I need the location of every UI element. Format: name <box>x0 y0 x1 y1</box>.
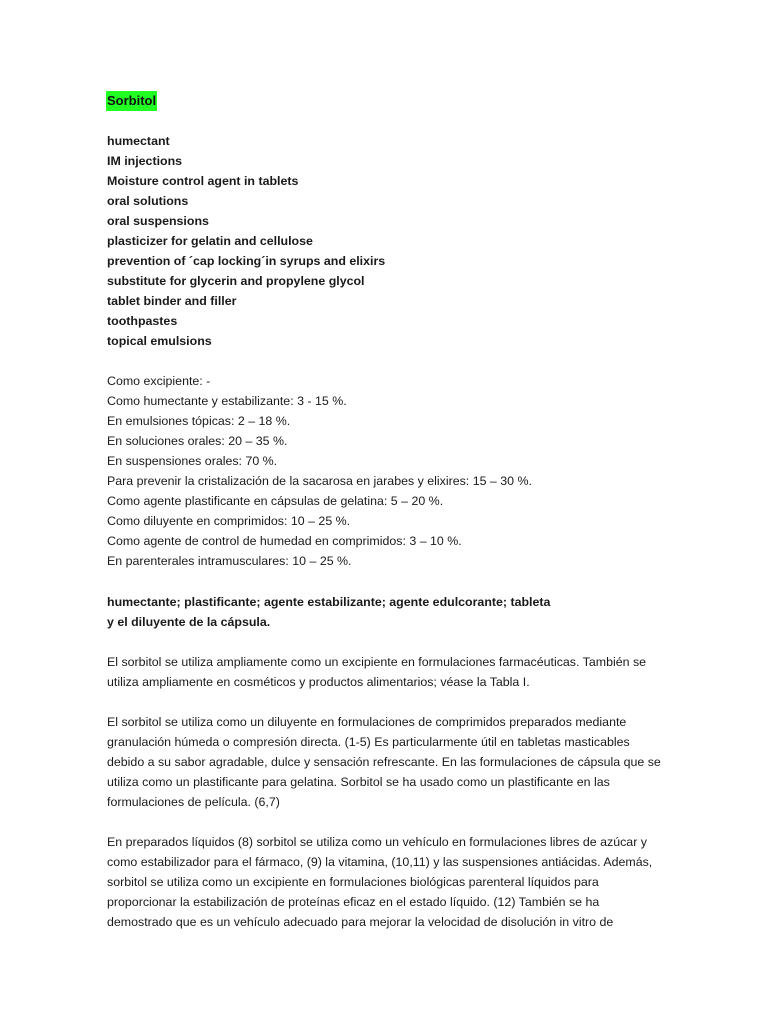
paragraph-line: formulaciones de película. (6,7) <box>107 795 280 809</box>
excipient-item: Como humectante y estabilizante: 3 - 15 %. <box>107 394 347 408</box>
paragraph-1 <box>107 652 667 692</box>
title-wrap <box>106 91 157 111</box>
uses-item: prevention of ´cap locking´in syrups and elixirs <box>107 254 386 268</box>
uses-item: tablet binder and filler <box>107 294 237 308</box>
excipient-item: En soluciones orales: 20 – 35 %. <box>107 434 288 448</box>
paragraph-line: El sorbitol se utiliza como un diluyente en formulaciones de comprimidos preparados mediante <box>107 715 627 729</box>
uses-item: topical emulsions <box>107 334 212 348</box>
paragraph-3 <box>107 832 667 932</box>
uses-item: oral solutions <box>107 194 189 208</box>
uses-item: toothpastes <box>107 314 178 328</box>
excipient-item: Como excipiente: - <box>107 374 211 388</box>
paragraph-line: proporcionar la estabilización de proteínas eficaz en el estado líquido. (12) También se ha <box>107 895 600 909</box>
paragraph-line: demostrado que es un vehículo adecuado para mejorar la velocidad de disolución in vitro de <box>107 915 614 929</box>
paragraph-line: El sorbitol se utiliza ampliamente como un excipiente en formulaciones farmacéuticas. También se <box>107 655 647 669</box>
uses-item: Moisture control agent in tablets <box>107 174 299 188</box>
document-title: Sorbitol <box>106 91 157 111</box>
uses-item: humectant <box>107 134 170 148</box>
uses-item: oral suspensions <box>107 214 209 228</box>
paragraph-line: utiliza como un plastificante para gelatina. Sorbitol se ha usado como un plastificante en las <box>107 775 610 789</box>
functions-text <box>107 592 667 632</box>
paragraph-line: sorbitol se utiliza como un excipiente en formulaciones biológicas parenteral líquidos para <box>107 875 599 889</box>
uses-item: plasticizer for gelatin and cellulose <box>107 234 313 248</box>
uses-list <box>107 131 667 351</box>
excipient-item: En suspensiones orales: 70 %. <box>107 454 278 468</box>
functions-line: humectante; plastificante; agente estabilizante; agente edulcorante; tableta <box>107 595 551 609</box>
uses-item: substitute for glycerin and propylene glycol <box>107 274 365 288</box>
excipient-list <box>107 371 667 571</box>
paragraph-line: debido a su sabor agradable, dulce y sensación refrescante. En las formulaciones de cápsula que se <box>107 755 661 769</box>
excipient-item: Como agente plastificante en cápsulas de gelatina: 5 – 20 %. <box>107 494 444 508</box>
paragraph-line: granulación húmeda o compresión directa. (1-5) Es particularmente útil en tabletas masticables <box>107 735 630 749</box>
functions-line: y el diluyente de la cápsula. <box>107 615 271 629</box>
excipient-item: En parenterales intramusculares: 10 – 25 %. <box>107 554 352 568</box>
excipient-item: En emulsiones tópicas: 2 – 18 %. <box>107 414 291 428</box>
paragraph-line: En preparados líquidos (8) sorbitol se utiliza como un vehículo en formulaciones libres de azúcar y <box>107 835 647 849</box>
excipient-item: Para prevenir la cristalización de la sacarosa en jarabes y elixires: 15 – 30 %. <box>107 474 532 488</box>
paragraph-line: como estabilizador para el fármaco, (9) la vitamina, (10,11) y las suspensiones antiácidas. Además, <box>107 855 653 869</box>
paragraph-2 <box>107 712 667 812</box>
excipient-item: Como diluyente en comprimidos: 10 – 25 %. <box>107 514 351 528</box>
excipient-item: Como agente de control de humedad en comprimidos: 3 – 10 %. <box>107 534 462 548</box>
paragraph-line: utiliza ampliamente en cosméticos y productos alimentarios; véase la Tabla I. <box>107 675 530 689</box>
uses-item: IM injections <box>107 154 183 168</box>
